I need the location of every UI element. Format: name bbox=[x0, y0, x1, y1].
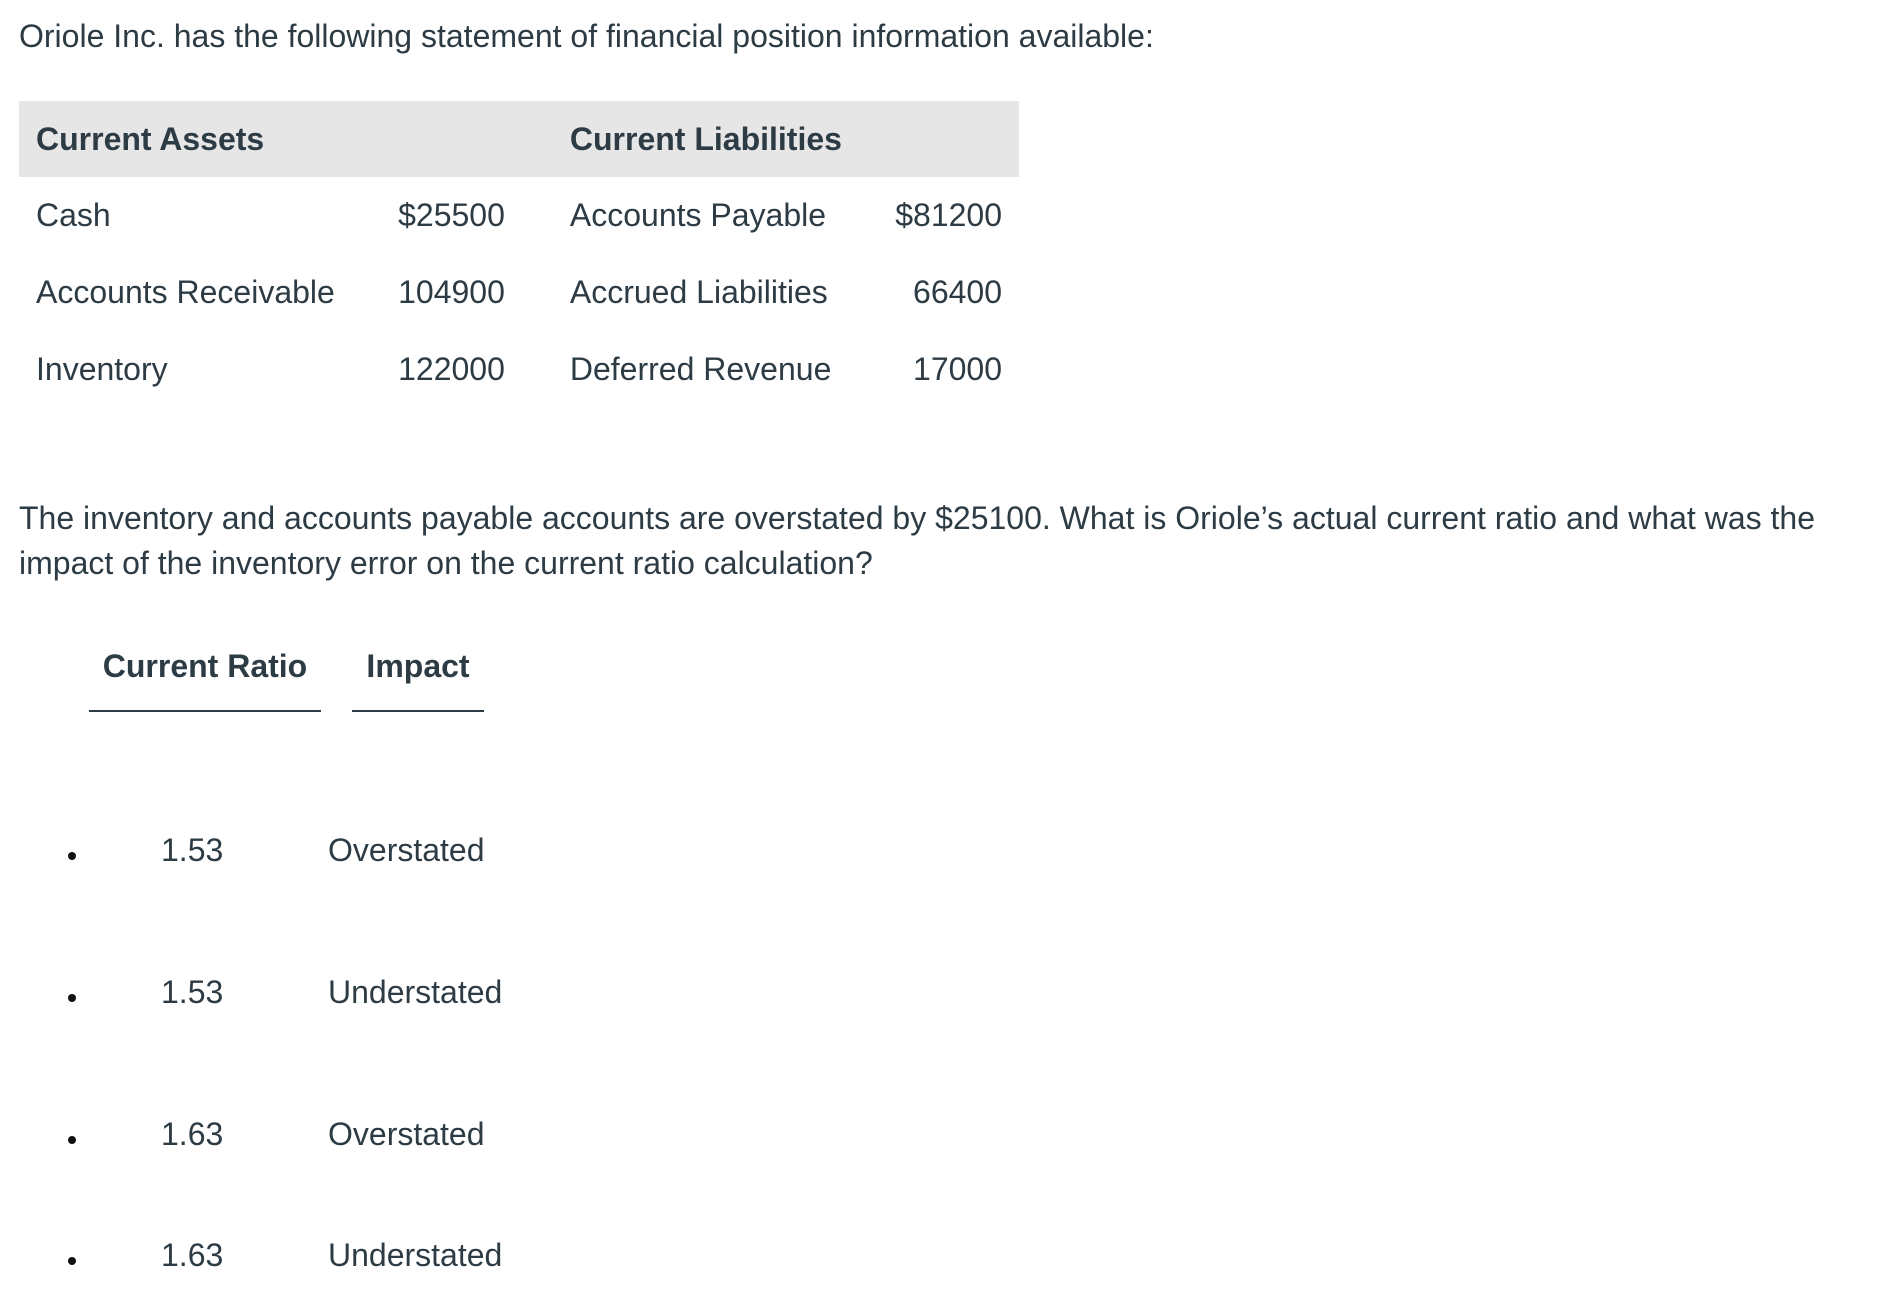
asset-value: $25500 bbox=[398, 197, 505, 233]
table-row bbox=[19, 177, 1019, 254]
liability-value: 17000 bbox=[913, 351, 1002, 387]
liability-value: 66400 bbox=[913, 274, 1002, 310]
table-row bbox=[19, 331, 1019, 408]
liability-label: Accrued Liabilities bbox=[569, 274, 828, 310]
bullet-icon bbox=[68, 1257, 76, 1265]
liability-value: $81200 bbox=[895, 197, 1002, 233]
option-ratio: 1.53 bbox=[161, 974, 224, 1010]
intro-text: Oriole Inc. has the following statement of financial position information available: bbox=[19, 18, 1154, 54]
bullet-icon bbox=[68, 994, 76, 1002]
asset-label: Inventory bbox=[36, 351, 168, 387]
liability-label: Deferred Revenue bbox=[569, 351, 832, 387]
liability-label: Accounts Payable bbox=[569, 197, 827, 233]
asset-value: 122000 bbox=[398, 351, 505, 387]
question-text: The inventory and accounts payable accounts are overstated by $25100. What is Oriole’s actual current ratio and what was the impact of the inventory error on the current ratio calculation? bbox=[19, 500, 1815, 581]
table-row bbox=[19, 254, 1019, 331]
answer-option-1[interactable] bbox=[0, 822, 700, 882]
answer-option-4[interactable] bbox=[0, 1227, 700, 1287]
bullet-icon bbox=[68, 852, 76, 860]
answer-option-2[interactable] bbox=[0, 964, 700, 1024]
impact-column-header: Impact bbox=[352, 640, 484, 712]
asset-label: Cash bbox=[36, 197, 111, 233]
option-ratio: 1.53 bbox=[161, 832, 224, 868]
option-ratio: 1.63 bbox=[161, 1116, 224, 1152]
bullet-icon bbox=[68, 1136, 76, 1144]
table-header-row bbox=[19, 101, 1019, 177]
asset-value: 104900 bbox=[398, 274, 505, 310]
option-impact: Understated bbox=[328, 974, 503, 1010]
current-assets-header: Current Assets bbox=[19, 101, 522, 177]
financial-position-table bbox=[19, 101, 1019, 408]
option-impact: Overstated bbox=[328, 1116, 485, 1152]
asset-label: Accounts Receivable bbox=[36, 274, 335, 310]
answer-option-3[interactable] bbox=[0, 1106, 700, 1166]
option-ratio: 1.63 bbox=[161, 1237, 224, 1273]
option-impact: Overstated bbox=[328, 832, 485, 868]
current-ratio-column-header: Current Ratio bbox=[89, 640, 321, 712]
current-liabilities-header: Current Liabilities bbox=[522, 101, 1019, 177]
option-impact: Understated bbox=[328, 1237, 503, 1273]
